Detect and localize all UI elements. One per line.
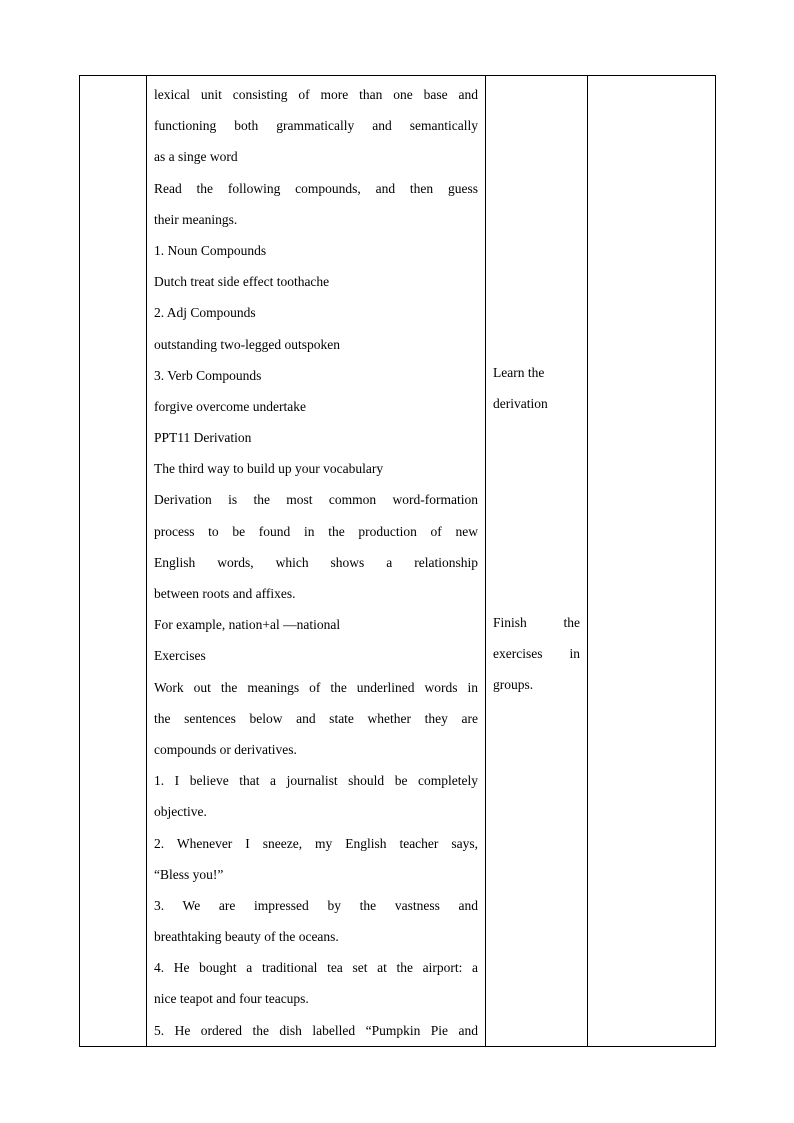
- student-activity: [486, 76, 587, 1046]
- activity-line: exercises in: [493, 646, 580, 662]
- content-line: nice teapot and four teacups.: [154, 991, 309, 1007]
- content-line: PPT11 Derivation: [154, 430, 252, 446]
- content-line: between roots and affixes.: [154, 586, 296, 601]
- student-activity-cell: [486, 76, 588, 1047]
- content-line: 1. I believe that a journalist should be completely: [154, 773, 478, 789]
- activity-line: groups.: [493, 677, 534, 693]
- content-line: Exercises: [154, 648, 206, 664]
- content-line: functioning both grammatically and semantically: [154, 118, 478, 134]
- lesson-plan-table: [79, 75, 716, 1047]
- content-line: 4. He bought a traditional tea set at the airport: a: [154, 960, 478, 976]
- content-line: English words, which shows a relationship: [154, 554, 478, 570]
- content-line: 5. He ordered the dish labelled “Pumpkin Pie and: [154, 1022, 478, 1038]
- content-line: 2. Whenever I sneeze, my English teacher says,: [154, 835, 478, 851]
- step-column-cell: [80, 76, 147, 1047]
- table-row: [80, 76, 716, 1047]
- content-line: Work out the meanings of the underlined words in: [154, 679, 478, 695]
- activity-line: derivation: [493, 396, 548, 412]
- finish-exercises-note: [493, 607, 580, 701]
- content-line: breathtaking beauty of the oceans.: [154, 929, 339, 945]
- activity-line: Finish the: [493, 615, 580, 630]
- content-line: objective.: [154, 804, 207, 820]
- activity-line: Learn the: [493, 365, 545, 380]
- content-line: lexical unit consisting of more than one base and: [154, 87, 478, 102]
- content-line: forgive overcome undertake: [154, 398, 306, 414]
- learn-derivation-note: [493, 357, 580, 419]
- content-line: as a singe word: [154, 149, 238, 165]
- content-line: outstanding two-legged outspoken: [154, 336, 340, 352]
- content-line: The third way to build up your vocabulary: [154, 461, 384, 477]
- content-line: 2. Adj Compounds: [154, 305, 256, 321]
- teaching-content: [147, 76, 485, 1046]
- content-line: the sentences below and state whether they are: [154, 710, 478, 726]
- teaching-content-cell: [147, 76, 486, 1047]
- content-line: compounds or derivatives.: [154, 741, 297, 757]
- notes-column-cell: [588, 76, 716, 1047]
- content-line: “Bless you!”: [154, 866, 224, 882]
- content-line: Dutch treat side effect toothache: [154, 274, 330, 290]
- content-line: For example, nation+al —national: [154, 617, 341, 633]
- content-line: Read the following compounds, and then guess: [154, 180, 478, 196]
- content-line: 3. We are impressed by the vastness and: [154, 897, 478, 913]
- content-line: process to be found in the production of new: [154, 523, 478, 539]
- content-line: 1. Noun Compounds: [154, 242, 267, 258]
- content-line: 3. Verb Compounds: [154, 367, 262, 383]
- content-line: Derivation is the most common word-formation: [154, 492, 478, 508]
- content-line: their meanings.: [154, 211, 238, 227]
